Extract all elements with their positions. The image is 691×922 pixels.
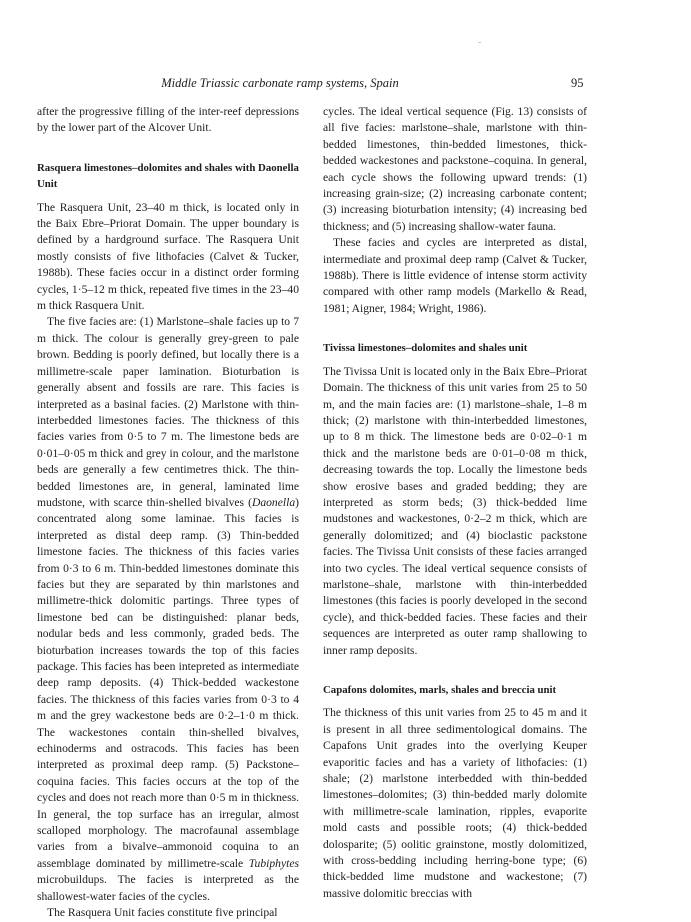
text-run: ) concentrated along some laminae. This facies is interpreted as distal deep ramp. (3) Thin-bedded limestone facies. The thickness of this facies varies from 0·3 to 6 m. Thin-bedded limestones dominate this facies but they are separated by thin marlstones and millimetre-thick dolomitic partings. Three types of limestone bed can be distinguished: planar beds, nodular beds and less commonly, graded beds. The bioturbation increases towards the top of this facies package. This facies has been intepreted as intermediate deep ramp deposits. (4) Thick-bedded wackestone facies. The thickness of this facies varies from 0·3 to 4 m and the grey wackestone beds are 0·2–1·0 m thick. The wackestones contain thin-shelled bivalves, echinoderms and ostracods. This facies has been interpreted as proximal deep ramp. (5) Packstone–coquina facies. This facies occurs at the top of the cycles and does not reach more than 0·5 m in thickness. In general, the top surface has an irregular, almost scalloped morphology. The macrofaunal assemblage varies from a bivalve–ammonoid coquina to an assemblage dominated by millimetre-scale (37, 495, 299, 870)
left-column (37, 104, 299, 922)
taxon-name: Tubiphytes (248, 856, 299, 870)
section-heading-rasquera: Rasquera limestones–dolomites and shales with Daonella Unit (37, 161, 299, 191)
paragraph: cycles. The ideal vertical sequence (Fig. 13) consists of all five facies: marlstone–shale, marlstone with thin-bedded limestones, thin-bedded limestones, thick-bedded wackestones and packstone–coquina. In general, each cycle shows the following upward trends: (1) increasing grain-size; (2) increasing carbonate content; (3) increasing bioturbation intensity; (4) increasing bed thickness; and (5) increasing shallow-water fauna. (323, 105, 587, 233)
text-run: microbuildups. The facies is interpreted as the shallowest-water facies of the cycles. (37, 873, 299, 903)
section-heading-tivissa: Tivissa limestones–dolomites and shales unit (323, 342, 528, 355)
section-heading-capafons: Capafons dolomites, marls, shales and breccia unit (323, 684, 557, 696)
paragraph: after the progressive filling of the inter-reef depressions by the lower part of the Alcover Unit. (37, 105, 299, 135)
paragraph (37, 314, 299, 905)
running-title: Middle Triassic carbonate ramp systems, Spain (161, 76, 399, 90)
paragraph: The Rasquera Unit, 23–40 m thick, is located only in the Baix Ebre–Priorat Domain. The upper boundary is defined by a hardground surface. The Rasquera Unit mostly consists of five lithofacies (Calvet & Tucker, 1988b). These facies occur in a distinct order forming cycles, 1·5–12 m thick, repeated five times in the 23–40 m thick Rasquera Unit. (37, 200, 299, 313)
taxon-name: Daonella (251, 495, 296, 509)
paragraph: The Rasquera Unit facies constitute five principal (47, 906, 278, 920)
scan-mark (478, 42, 481, 43)
text-run: The five facies are: (1) Marlstone–shale facies up to 7 m thick. The colour is generally grey-green to pale brown. Bedding is poorly defined, but locally there is a millimetre-scale paper lamination. Bioturbation is generally absent and fossils are rare. This facies is interpreted as a basinal facies. (2) Marlstone with thin-interbedded limestones facies. The thickness of this facies varies from 0·5 to 7 m. The limestone beds are 0·01–0·05 m thick and grey in colour, and the marlstone beds are generally a few centimetres thick. The thin-bedded limestones are, in general, laminated lime mudstone, with scarce thin-shelled bivalves ( (37, 315, 299, 509)
page-number: 95 (571, 76, 584, 90)
paragraph: These facies and cycles are interpreted as distal, intermediate and proximal deep ramp (Calvet & Tucker, 1988b). There is little evidence of intense storm activity compared with other ramp models (Markello & Read, 1981; Aigner, 1984; Wright, 1986). (323, 236, 587, 315)
paragraph: The Tivissa Unit is located only in the Baix Ebre–Priorat Domain. The thickness of this unit varies from 25 to 50 m, and the main facies are: (1) marlstone–shale, 1–8 m thick; (2) marlstone with thin-interbedded limestones, up to 8 m thick. The limestone beds are 0·02–0·1 m thick and the marlstone beds are 0·01–0·08 m thick, decreasing towards the top. Locally the limestone beds show erosive bases and graded bedding; they are interpreted as storm beds; (3) thick-bedded lime mudstones and wackestones, 0·2–2 m thick, which are generally dolomitized; and (4) bioclastic packstone facies. The Tivissa Unit consists of these facies arranged into two cycles. The ideal vertical sequence consists of marlstone–shale, marlstone with thin-interbedded limestones (this facies is poorly developed in the second cycle), and thick-bedded facies. These facies and their sequences are interpreted as outer ramp shallowing to inner ramp deposits. (323, 364, 587, 657)
paragraph: The thickness of this unit varies from 25 to 45 m and it is present in all three sedimentological domains. The Capafons Unit grades into the overlying Keuper evaporitic facies and has a variety of lithofacies: (1) shale; (2) marlstone interbedded with thin-bedded limestones–dolomites; (3) thin-bedded marly dolomite with millimetre-scale lamination, ripples, evaporite mold casts and possible roots; (4) thick-bedded dolosparite; (5) oolitic grainstone, mostly dolomitized, with cross-bedding including herring-bone type; (6) thick-bedded lime mudstone and wackestone; (7) massive dolomitic breccias with (323, 706, 587, 900)
right-column (323, 104, 587, 902)
